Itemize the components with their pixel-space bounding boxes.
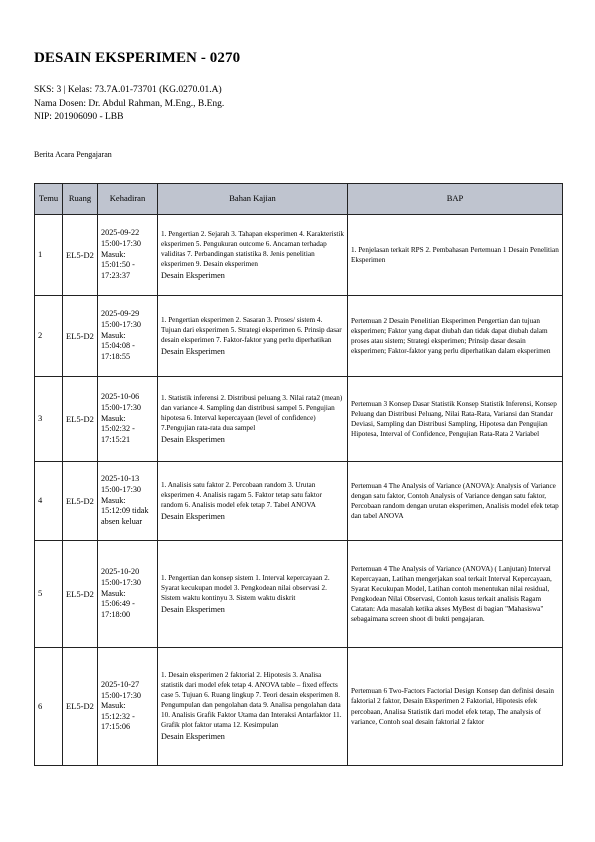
table-row [35, 541, 563, 648]
bahan-course: Desain Eksperimen [161, 732, 225, 742]
lecturer-nip: NIP: 201906090 - LBB [34, 112, 124, 122]
cell-temu: 1 [35, 215, 63, 296]
cell-bahan-kajian [158, 541, 348, 648]
header-bap: BAP [348, 184, 563, 215]
section-label: Berita Acara Pengajaran [34, 150, 112, 159]
bahan-course: Desain Eksperimen [161, 270, 225, 280]
bahan-topics: 1. Pengertian eksperimen 2. Sasaran 3. Proses/ sistem 4. Tujuan dari eksperimen 5. Strategi eksperimen 6. Prinsip dasar desain eksperimen 7. Faktor-faktor yang perlu diperhatikan [161, 315, 342, 344]
bahan-topics: 1. Pengertian 2. Sejarah 3. Tahapan eksperimen 4. Karakteristik eksperimen 5. Pengukuran outcome 6. Ancaman terhadap validitas 7. Perbandingan statistika 8. Jenis penelitian eksperimen 9. Desain eksperimen [161, 229, 344, 268]
cell-ruang: EL5-D2 [63, 541, 98, 648]
bahan-course: Desain Eksperimen [161, 604, 225, 614]
bahan-topics: 1. Statistik inferensi 2. Distribusi peluang 3. Nilai rata2 (mean) dan variance 4. Sampling dan distribusi sampel 5. Pengujian hipotesa 6. Interval kepercayaan (level of confidence) 7.Pengujian rata-rata dua sampel [161, 393, 343, 432]
bahan-course: Desain Eksperimen [161, 346, 225, 356]
cell-bap: Pertemuan 3 Konsep Dasar Statistik Konsep Statistik Inferensi, Konsep Peluang dan Distribusi Peluang, Nilai Rata-Rata, Variansi dan Standar Deviasi, Sampling dan Distribusi Sampling, Hipotesa dan Pengujian Hipotesa, Interval of Confidence, Pengujian Rata-Rata 2 Variabel [348, 377, 563, 462]
table-header-row [35, 184, 563, 215]
cell-ruang: EL5-D2 [63, 215, 98, 296]
cell-kehadiran: 2025-09-22 15:00-17:30 Masuk: 15:01:50 - 17:23:37 [98, 215, 158, 296]
cell-kehadiran: 2025-10-06 15:00-17:30 Masuk: 15:02:32 - 17:15:21 [98, 377, 158, 462]
cell-ruang: EL5-D2 [63, 462, 98, 541]
cell-kehadiran: 2025-10-27 15:00-17:30 Masuk: 15:12:32 - 17:15:06 [98, 648, 158, 766]
bahan-topics: 1. Analisis satu faktor 2. Percobaan random 3. Urutan eksperimen 4. Analisis ragam 5. Faktor tetap satu faktor random 6. Analisis model efek tetap 7. Tabel ANOVA [161, 480, 322, 509]
cell-temu: 3 [35, 377, 63, 462]
cell-temu: 4 [35, 462, 63, 541]
table-row [35, 296, 563, 377]
table-row [35, 215, 563, 296]
cell-kehadiran: 2025-10-20 15:00-17:30 Masuk: 15:06:49 - 17:18:00 [98, 541, 158, 648]
course-title: DESAIN EKSPERIMEN - 0270 [34, 50, 241, 66]
table-row [35, 377, 563, 462]
cell-bahan-kajian [158, 648, 348, 766]
bahan-topics: 1. Desain eksperimen 2 faktorial 2. Hipotesis 3. Analisa statistik dari model efek tetap 4. ANOVA table – fixed effects case 5. Tujuan 6. Ruang lingkup 7. Teori desain eksperimen 8. Pengumpulan dan pengolahan data 9. Analisa pengolahan data 10. Analisis Grafik Faktor Utama dan Interaksi Antarfaktor 11. Grafik plot faktor utama 12. Kesimpulan [161, 671, 342, 730]
header-bahan-kajian: Bahan Kajian [158, 184, 348, 215]
cell-bahan-kajian [158, 462, 348, 541]
bahan-topics: 1. Pengertian dan konsep sistem 1. Interval kepercayaan 2. Syarat kecukupan model 3. Pengkodean nilai observasi 2. Sistem waktu kontinyu 3. Sistem waktu diskrit [161, 573, 330, 602]
header-ruang: Ruang [63, 184, 98, 215]
table-row [35, 648, 563, 766]
cell-bap: Pertemuan 4 The Analysis of Variance (ANOVA): Analysis of Variance dengan satu faktor, Contoh Analysis of Variance dengan satu faktor, Percobaan random dengan urutan eksperimen, Analisis model efek tetap dan tabel ANOVA [348, 462, 563, 541]
cell-bap: Pertemuan 4 The Analysis of Variance (ANOVA) ( Lanjutan) Interval Kepercayaan, Latihan mengerjakan soal terkait Interval Kepercayaan, Syarat Kecukupan Model, Latihan contoh menentukan nilai residual, Pengkodean Nilai Observasi, Contoh kasus terkait analisis Ragam Catatan: Ada masalah ketika akses MyBest di bagian "Mahasiswa" sebagaimana screen shoot di bukti pengajaran. [348, 541, 563, 648]
cell-bahan-kajian [158, 377, 348, 462]
table-row [35, 462, 563, 541]
bahan-course: Desain Eksperimen [161, 434, 225, 444]
lecturer-name: Nama Dosen: Dr. Abdul Rahman, M.Eng., B.Eng. [34, 98, 225, 109]
cell-bahan-kajian [158, 296, 348, 377]
cell-temu: 6 [35, 648, 63, 766]
cell-ruang: EL5-D2 [63, 648, 98, 766]
course-info [34, 84, 224, 125]
header-temu: Temu [35, 184, 63, 215]
bahan-course: Desain Eksperimen [161, 511, 225, 521]
cell-bap: Pertemuan 6 Two-Factors Factorial Design Konsep dan definisi desain faktorial 2 faktor, Desain Eksperimen 2 Faktorial, Hipotesis efek percobaan, Analisa Statistik dari model efek tetap, The analysis of variance, Contoh soal desain faktorial 2 faktor [348, 648, 563, 766]
cell-kehadiran: 2025-09-29 15:00-17:30 Masuk: 15:04:08 - 17:18:55 [98, 296, 158, 377]
cell-bahan-kajian [158, 215, 348, 296]
header-kehadiran: Kehadiran [98, 184, 158, 215]
teaching-log-table [34, 183, 563, 766]
cell-bap: 1. Penjelasan terkait RPS 2. Pembahasan Pertemuan 1 Desain Penelitian Eksperimen [348, 215, 563, 296]
sks-kelas: SKS: 3 | Kelas: 73.7A.01-73701 (KG.0270.01.A) [34, 85, 222, 95]
cell-ruang: EL5-D2 [63, 296, 98, 377]
cell-temu: 5 [35, 541, 63, 648]
cell-temu: 2 [35, 296, 63, 377]
cell-kehadiran: 2025-10-13 15:00-17:30 Masuk: 15:12:09 tidak absen keluar [98, 462, 158, 541]
cell-ruang: EL5-D2 [63, 377, 98, 462]
cell-bap: Pertemuan 2 Desain Penelitian Eksperimen Pengertian dan tujuan eksperimen; Faktor yang dapat diubah dan tidak dapat diubah dalam proses atau sistem; Strategi eksperimen; Prinsip dasar desain eksperimen; Faktor-faktor yang perlu diperhatikan dalam eksperimen [348, 296, 563, 377]
